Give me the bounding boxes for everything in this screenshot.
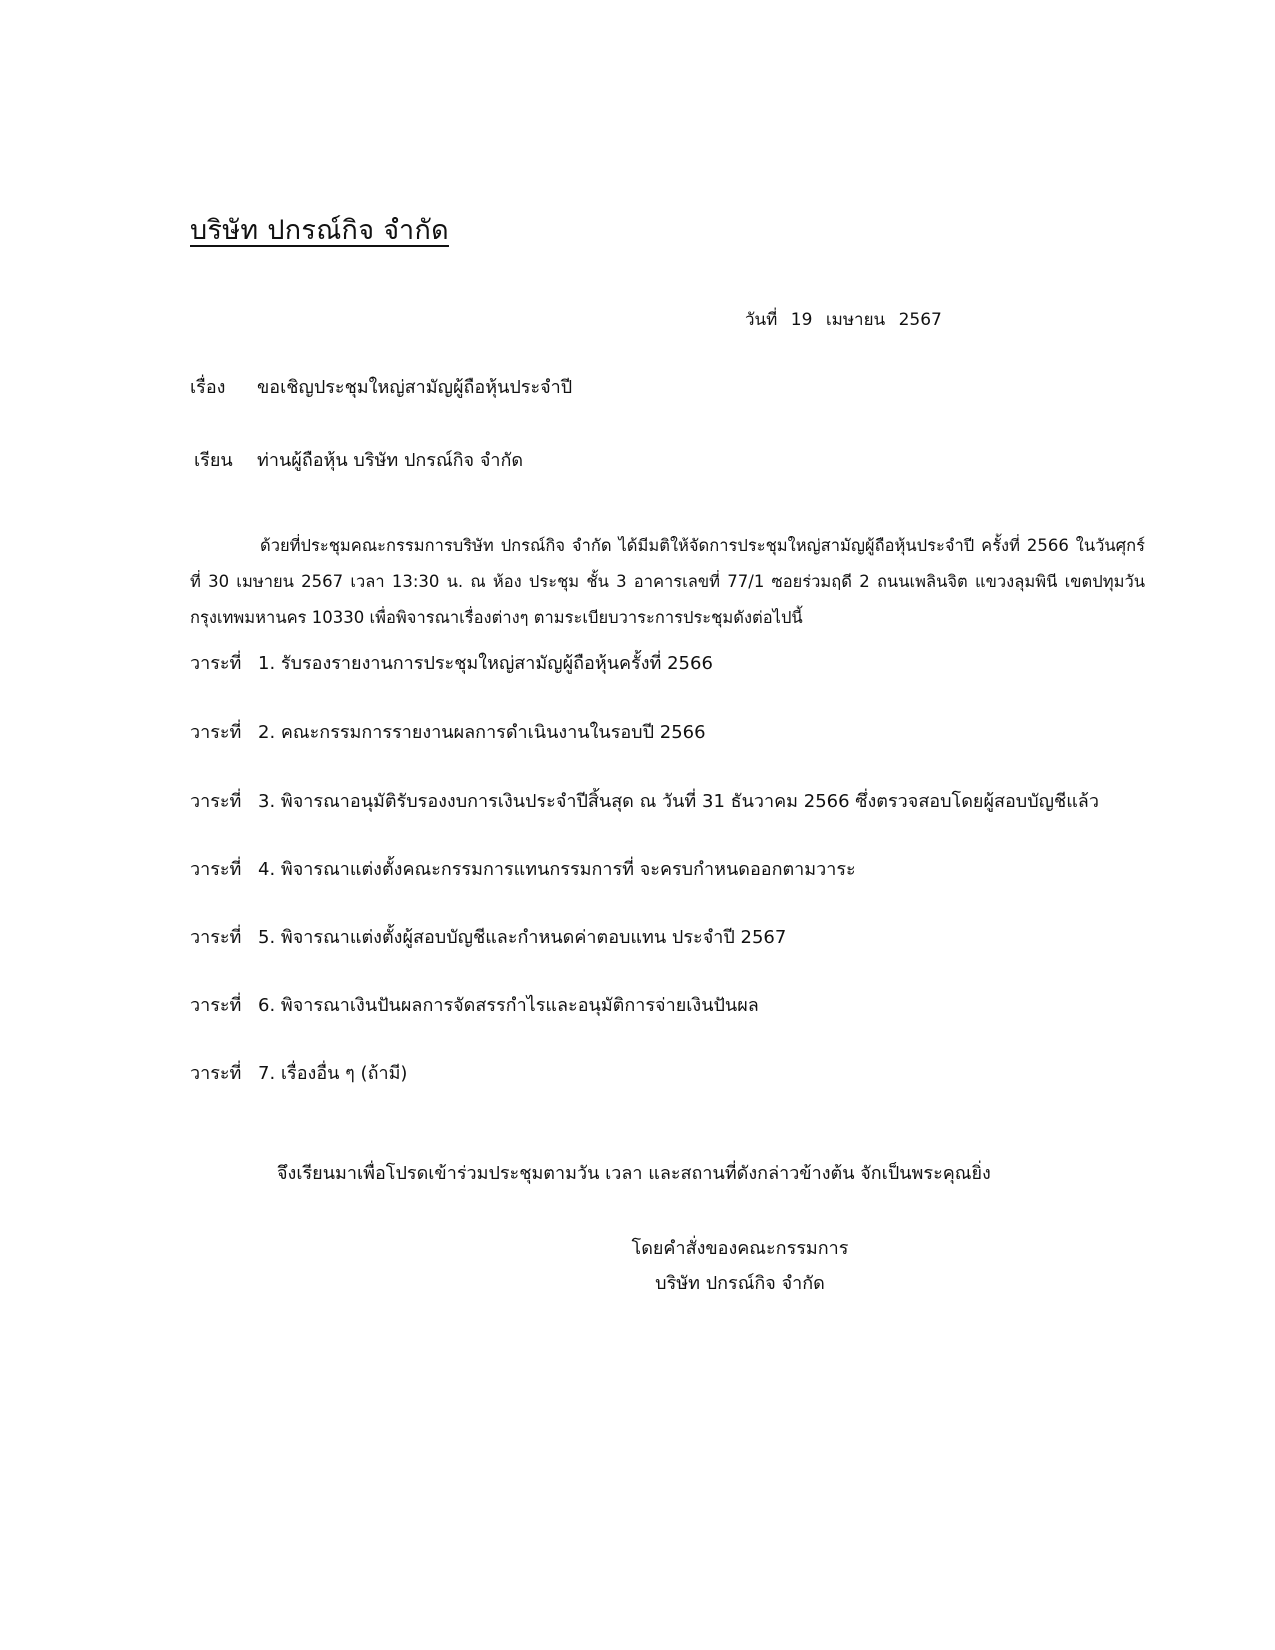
recipient-text: ท่านผู้ถือหุ้น บริษัท ปกรณ์กิจ จำกัด bbox=[257, 450, 524, 471]
agenda-item-text: 5. พิจารณาแต่งตั้งผู้สอบบัญชีและกำหนดค่าตอบแทน ประจำปี 2567 bbox=[258, 927, 787, 948]
letter-date: วันที่ 19 เมษายน 2567 bbox=[745, 310, 942, 330]
signature-line-2: บริษัท ปกรณ์กิจ จำกัด bbox=[655, 1273, 825, 1294]
signature-line-1: โดยคำสั่งของคณะกรรมการ bbox=[631, 1238, 849, 1259]
agenda-item-text: 7. เรื่องอื่น ๆ (ถ้ามี) bbox=[258, 1063, 408, 1084]
agenda-item bbox=[190, 648, 713, 677]
closing-text: จึงเรียนมาเพื่อโปรดเข้าร่วมประชุมตามวัน เวลา และสถานที่ดังกล่าวข้างต้น จักเป็นพระคุณยิ่ง bbox=[277, 1163, 991, 1184]
agenda-item-text: 3. พิจารณาอนุมัติรับรองงบการเงินประจำปีสิ้นสุด ณ วันที่ 31 ธันวาคม 2566 ซึ่งตรวจสอบโดยผู้สอบบัญชีแล้ว bbox=[258, 791, 1099, 812]
agenda-label: วาระที่ bbox=[190, 1063, 242, 1084]
agenda-item bbox=[190, 854, 856, 883]
agenda-item-text: 2. คณะกรรมการรายงานผลการดำเนินงานในรอบปี 2566 bbox=[258, 722, 706, 743]
subject-label: เรื่อง bbox=[190, 377, 226, 398]
agenda-item-text: 1. รับรองรายงานการประชุมใหญ่สามัญผู้ถือหุ้นครั้งที่ 2566 bbox=[258, 653, 713, 674]
agenda-label: วาระที่ bbox=[190, 722, 242, 743]
agenda-label: วาระที่ bbox=[190, 995, 242, 1016]
letter-body: ด้วยที่ประชุมคณะกรรมการบริษัท ปกรณ์กิจ จำกัด ได้มีมติให้จัดการประชุมใหญ่สามัญผู้ถือหุ้นประจำปี ครั้งที่ 2566 ในวันศุกร์ที่ 30 เมษายน 2567 เวลา 13:30 น. ณ ห้อง ประชุม ชั้น 3 อาคารเลขที่ 77/1 ซอยร่วมฤดี 2 ถนนเพลินจิต แขวงลุมพินี เขตปทุมวัน กรุงเทพมหานคร 10330 เพื่อพิจารณาเรื่องต่างๆ ตามระเบียบวาระการประชุมดังต่อไปนี้ bbox=[190, 536, 1145, 627]
agenda-item-text: 6. พิจารณาเงินปันผลการจัดสรรกำไรและอนุมัติการจ่ายเงินปันผล bbox=[258, 995, 759, 1016]
agenda-item bbox=[190, 717, 706, 746]
agenda-item-text: 4. พิจารณาแต่งตั้งคณะกรรมการแทนกรรมการที่ จะครบกำหนดออกตามวาระ bbox=[258, 859, 856, 880]
agenda-label: วาระที่ bbox=[190, 859, 242, 880]
agenda-item bbox=[190, 922, 786, 951]
agenda-item bbox=[190, 990, 759, 1019]
recipient-label: เรียน bbox=[194, 450, 233, 471]
agenda-item bbox=[190, 1058, 407, 1087]
agenda-item bbox=[190, 786, 1099, 815]
subject-text: ขอเชิญประชุมใหญ่สามัญผู้ถือหุ้นประจำปี bbox=[257, 377, 573, 398]
agenda-label: วาระที่ bbox=[190, 927, 242, 948]
agenda-label: วาระที่ bbox=[190, 653, 242, 674]
agenda-label: วาระที่ bbox=[190, 791, 242, 812]
company-title: บริษัท ปกรณ์กิจ จำกัด bbox=[190, 215, 449, 246]
